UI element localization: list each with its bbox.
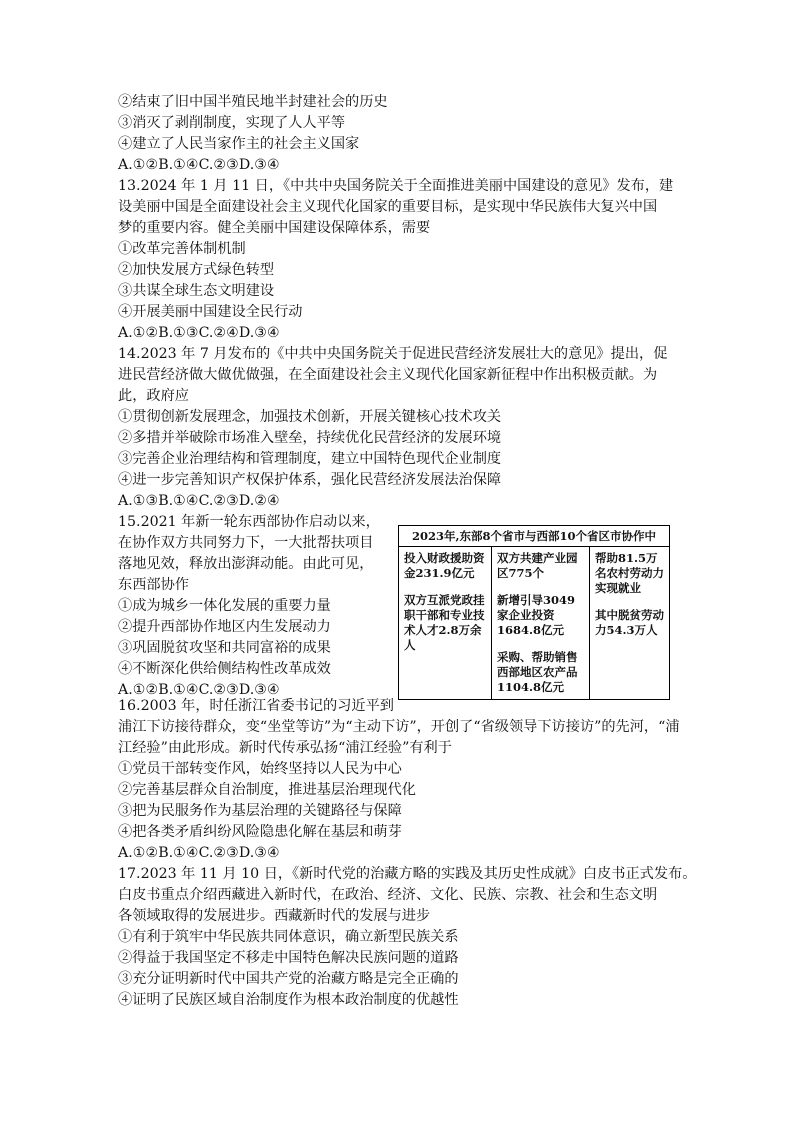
- question-stem: 梦的重要内容。健全美丽中国建设保障体系，需要: [118, 220, 431, 236]
- option: ①有利于筑牢中华民族共同体意识，确立新型民族关系: [118, 929, 459, 945]
- question-17: [118, 864, 697, 1011]
- option: ②得益于我国坚定不移走中国特色解决民族问题的道路: [118, 950, 459, 966]
- table-column-2: [491, 547, 589, 699]
- question-stem: 14.2023 年 7 月发布的《中共中央国务院关于促进民营经济发展壮大的意见》提出，促: [118, 346, 668, 362]
- question-stem: 白皮书重点介绍西藏进入新时代，在政治、经济、文化、民族、宗教、社会和生态文明: [118, 887, 658, 903]
- table-cell: 采购、帮助销售西部地区农产品1104.8亿元: [497, 650, 578, 694]
- data-table: [398, 525, 670, 700]
- question-stem: 落地见效，释放出澎湃动能。由此可见，: [118, 556, 374, 572]
- table-column-1: [399, 547, 491, 699]
- option: ③完善企业治理结构和管理制度，建立中国特色现代企业制度: [118, 451, 502, 467]
- question-stem: 进民营经济做大做优做强，在全面建设社会主义现代化国家新征程中作出积极贡献。为: [118, 367, 658, 383]
- question-15: [118, 512, 678, 696]
- answer-choices: A.①②B.①④C.②③D.③④: [118, 845, 280, 861]
- option: ④建立了人民当家作主的社会主义国家: [118, 136, 360, 152]
- option: ①党员干部转变作风，始终坚持以人民为中心: [118, 761, 402, 777]
- option: ④把各类矛盾纠纷风险隐患化解在基层和萌芽: [118, 824, 402, 840]
- option: ③巩固脱贫攻坚和共同富裕的成果: [118, 640, 331, 656]
- option: ④证明了民族区域自治制度作为根本政治制度的优越性: [118, 992, 459, 1008]
- table-cell: 新增引导3049家企业投资1684.8亿元: [497, 593, 576, 637]
- option: ①成为城乡一体化发展的重要力量: [118, 598, 331, 614]
- question-stem: 各领域取得的发展进步。西藏新时代的发展与进步: [118, 908, 431, 924]
- question-stem: 浦江下访接待群众，变“坐堂等访”为“主动下访”，开创了“省级领导下访接访”的先河，“浦: [118, 719, 680, 735]
- option: ③充分证明新时代中国共产党的治藏方略是完全正确的: [118, 971, 459, 987]
- question-16: [118, 696, 678, 864]
- option: ②加快发展方式绿色转型: [118, 262, 275, 278]
- answer-choices: A.①②B.①④C.②③D.③④: [118, 157, 280, 173]
- question-13: [118, 176, 678, 344]
- question-stem: 设美丽中国是全面建设社会主义现代化国家的重要目标，是实现中华民族伟大复兴中国: [118, 199, 658, 215]
- option: ①贯彻创新发展理念，加强技术创新，开展关键核心技术攻关: [118, 409, 502, 425]
- question-stem: 此，政府应: [118, 388, 189, 404]
- question-15-text: [118, 512, 388, 701]
- option: ①改革完善体制机制: [118, 241, 246, 257]
- exam-page: [118, 92, 697, 1011]
- answer-choices: A.①②B.①④C.②③D.③④: [118, 682, 280, 698]
- option: ④进一步完善知识产权保护体系，强化民营经济发展法治保障: [118, 472, 502, 488]
- answer-choices: A.①②B.①③C.②④D.③④: [118, 325, 280, 341]
- table-cell: 双方共建产业园区775个: [497, 551, 578, 580]
- table-body: [399, 547, 669, 699]
- question-stem: 13.2024 年 1 月 11 日，《中共中央国务院关于全面推进美丽中国建设的意见》发布，建: [118, 178, 674, 194]
- question-stem: 江经验”由此形成。新时代传承弘扬“浦江经验”有利于: [118, 740, 452, 756]
- table-cell: 投入财政援助资金231.9亿元: [404, 551, 485, 580]
- option: ③消灭了剥削制度，实现了人人平等: [118, 115, 346, 131]
- option: ②结束了旧中国半殖民地半封建社会的历史: [118, 94, 388, 110]
- question-stem: 15.2021 年新一轮东西部协作启动以来，: [118, 514, 380, 530]
- question-12-tail: [118, 92, 678, 176]
- option: ②提升西部协作地区内生发展动力: [118, 619, 331, 635]
- question-14: [118, 344, 678, 512]
- table-cell: 帮助81.5万名农村劳动力实现就业: [595, 551, 664, 595]
- question-stem: 在协作双方共同努力下，一大批帮扶项目: [118, 535, 374, 551]
- option: ②多措并举破除市场准入壁垒，持续优化民营经济的发展环境: [118, 430, 502, 446]
- table-cell: 其中脱贫劳动力54.3万人: [595, 608, 664, 637]
- table-title: 2023年,东部8个省市与西部10个省区市协作中: [399, 526, 669, 547]
- option: ④不断深化供给侧结构性改革成效: [118, 661, 331, 677]
- option: ③把为民服务作为基层治理的关键路径与保障: [118, 803, 402, 819]
- table-cell: 双方互派党政挂职干部和专业技术人才2.8万余人: [404, 593, 485, 652]
- question-stem: 东西部协作: [118, 577, 189, 593]
- table-column-3: [589, 547, 669, 699]
- question-stem: 17.2023 年 11 月 10 日，《新时代党的治藏方略的实践及其历史性成就》白皮书正式发布。: [118, 866, 697, 882]
- answer-choices: A.①③B.①④C.②③D.②④: [118, 493, 280, 509]
- option: ②完善基层群众自治制度，推进基层治理现代化: [118, 782, 416, 798]
- option: ③共谋全球生态文明建设: [118, 283, 275, 299]
- option: ④开展美丽中国建设全民行动: [118, 304, 303, 320]
- question-stem: 16.2003 年，时任浙江省委书记的习近平到: [118, 698, 394, 714]
